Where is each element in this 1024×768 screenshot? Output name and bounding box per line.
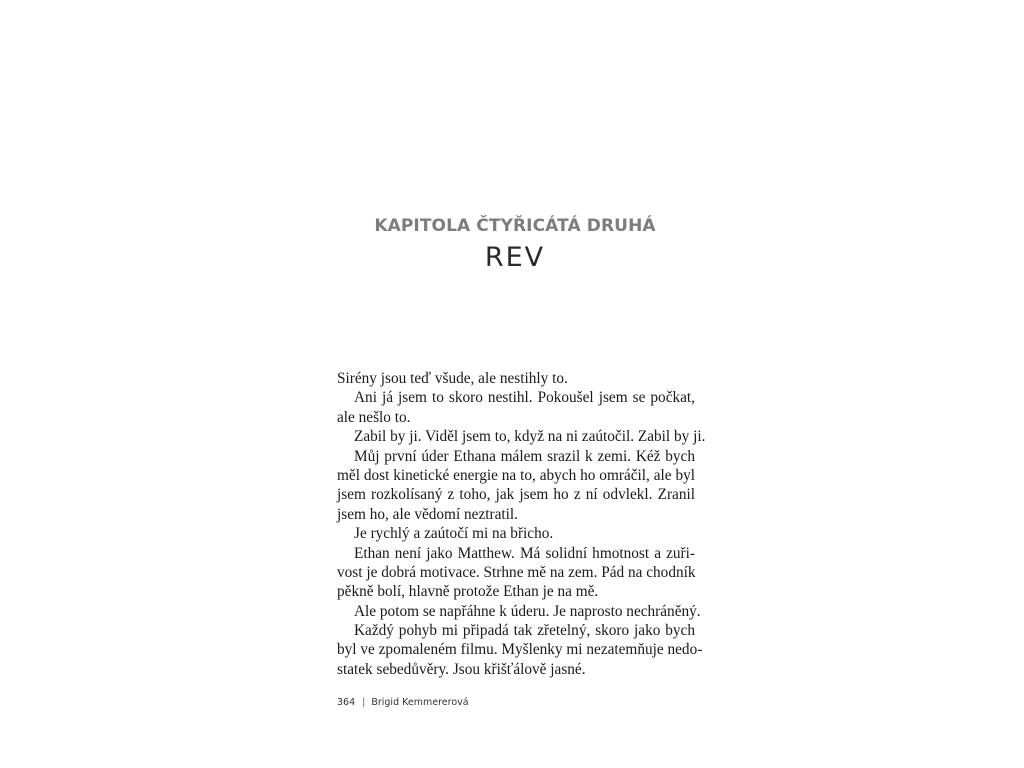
text-line: Můj první úder Ethana málem srazil k zemi. Kéž bych xyxy=(354,447,695,465)
footer-separator: | xyxy=(362,697,366,708)
text-line: Zabil by ji. Viděl jsem to, když na ni zaútočil. Zabil by ji. xyxy=(354,428,706,446)
text-line: jsem rozkolísaný z toho, jak jsem ho z ní odvlekl. Zranil xyxy=(337,486,695,504)
body-text xyxy=(337,369,706,679)
text-line: pěkně bolí, hlavně protože Ethan je na mě. xyxy=(337,583,599,601)
text-line: byl ve zpomaleném filmu. Myšlenky mi nezatemňuje nedo- xyxy=(337,641,703,659)
text-line: statek sebedůvěry. Jsou křišťálově jasné. xyxy=(337,660,586,678)
text-line: Ethan není jako Matthew. Má solidní hmotnost a zuři- xyxy=(354,544,695,562)
text-line: Sirény jsou teď všude, ale nestihly to. xyxy=(337,370,568,387)
chapter-title: REV xyxy=(484,242,546,273)
text-line: vost je dobrá motivace. Strhne mě na zem. Pád na chodník xyxy=(337,563,696,581)
text-line: ale nešlo to. xyxy=(337,408,411,426)
footer-author: Brigid Kemmererová xyxy=(371,697,469,708)
page-footer xyxy=(337,697,469,708)
text-line: Ani já jsem to skoro nestihl. Pokoušel jsem se počkat, xyxy=(354,389,695,407)
text-line: Ale potom se napřáhne k úderu. Je naprosto nechráněný. xyxy=(354,602,701,620)
text-line: měl dost kinetické energie na to, abych ho omráčil, ale byl xyxy=(337,466,695,484)
text-line: Každý pohyb mi připadá tak zřetelný, skoro jako bych xyxy=(354,622,695,640)
chapter-label: KAPITOLA ČTYŘICÁTÁ DRUHÁ xyxy=(374,216,656,236)
text-line: Je rychlý a zaútočí mi na břicho. xyxy=(354,525,554,543)
page-number: 364 xyxy=(337,697,356,708)
text-line: jsem ho, ale vědomí neztratil. xyxy=(337,505,518,523)
